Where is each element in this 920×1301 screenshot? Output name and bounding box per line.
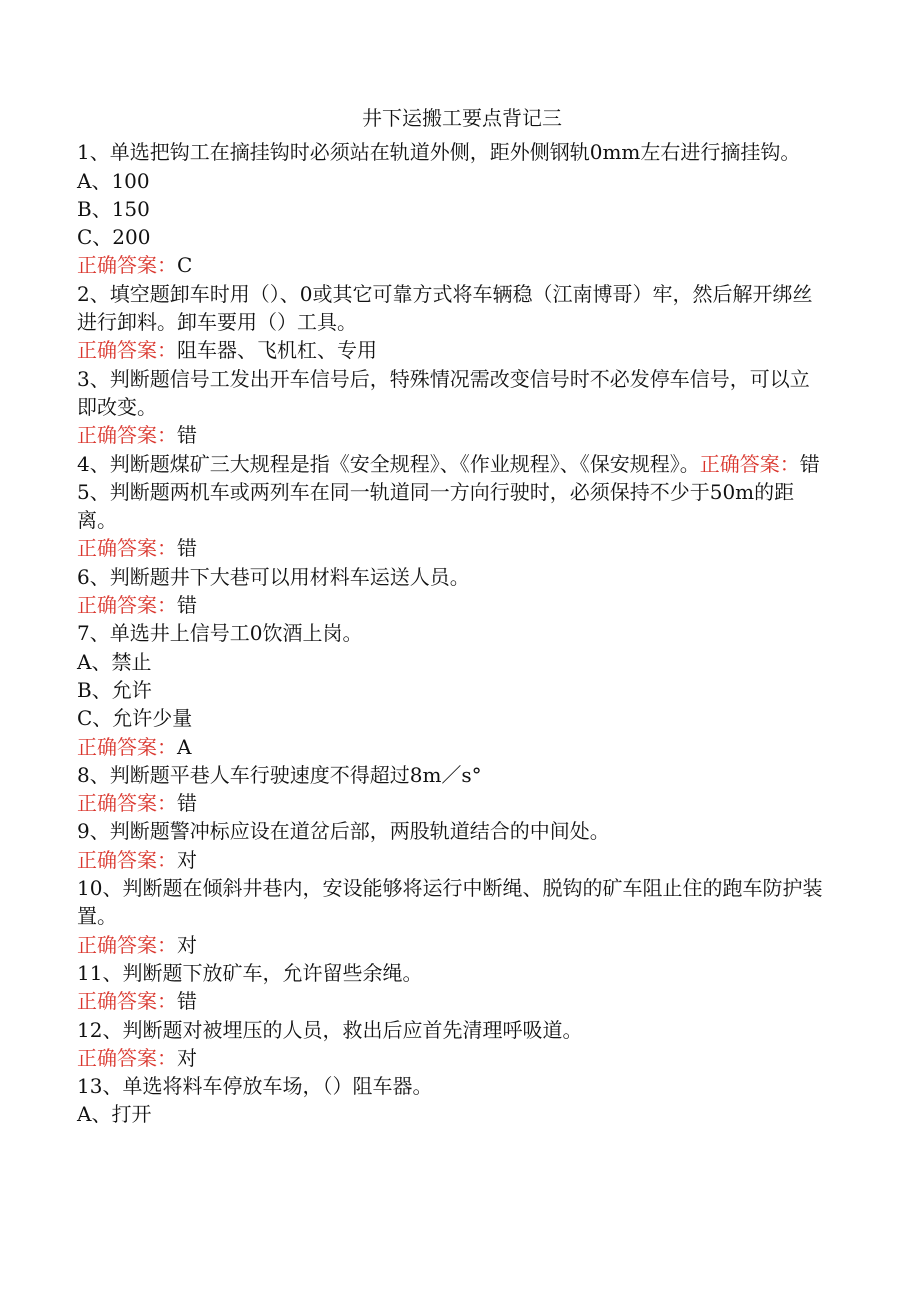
question-stem: 11、判断题下放矿车，允许留些余绳。 bbox=[77, 960, 423, 985]
answer-value: 对 bbox=[177, 932, 197, 957]
answer-line bbox=[77, 789, 827, 817]
answer-line bbox=[77, 591, 827, 619]
question-stem: 4、判断题煤矿三大规程是指《安全规程》、《作业规程》、《保安规程》。 bbox=[77, 451, 700, 476]
answer-label: 正确答案： bbox=[77, 734, 177, 759]
answer-value: 错 bbox=[177, 536, 197, 561]
answer-line bbox=[77, 846, 827, 874]
option: B、150 bbox=[77, 196, 150, 221]
answer-line bbox=[77, 987, 827, 1015]
option: C、200 bbox=[77, 225, 151, 250]
answer-line bbox=[77, 1044, 827, 1072]
option: A、打开 bbox=[77, 1102, 152, 1127]
answer-value: 错 bbox=[177, 989, 197, 1014]
question-stem: 6、判断题井下大巷可以用材料车运送人员。 bbox=[77, 564, 470, 589]
answer-value: 对 bbox=[177, 847, 197, 872]
option: A、禁止 bbox=[77, 649, 152, 674]
question-stem: 12、判断题对被埋压的人员，救出后应首先清理呼吸道。 bbox=[77, 1017, 583, 1042]
question-stem: 8、判断题平巷人车行驶速度不得超过8m／s° bbox=[77, 762, 482, 787]
answer-line bbox=[77, 733, 827, 761]
answer-label: 正确答案： bbox=[77, 423, 177, 448]
answer-value: A bbox=[177, 734, 192, 759]
option: A、100 bbox=[77, 168, 150, 193]
answer-line bbox=[77, 534, 827, 562]
question-stem: 9、判断题警冲标应设在道岔后部，两股轨道结合的中间处。 bbox=[77, 819, 610, 844]
answer-line bbox=[77, 931, 827, 959]
answer-label: 正确答案： bbox=[77, 536, 177, 561]
answer-label: 正确答案： bbox=[77, 791, 177, 816]
option: C、允许少量 bbox=[77, 706, 193, 731]
answer-value: 错 bbox=[177, 791, 197, 816]
answer-label: 正确答案： bbox=[77, 1045, 177, 1070]
answer-line bbox=[77, 336, 827, 364]
answer-label: 正确答案： bbox=[77, 253, 177, 278]
answer-value: 错 bbox=[799, 451, 820, 476]
answer-value: 阻车器、飞机杠、专用 bbox=[177, 338, 377, 363]
answer-label: 正确答案： bbox=[77, 338, 177, 363]
question-stem: 5、判断题两机车或两列车在同一轨道同一方向行驶时，必须保持不少于50m的距离。 bbox=[77, 479, 795, 533]
document-title: 井下运搬工要点背记三 bbox=[362, 106, 562, 130]
answer-line bbox=[77, 251, 827, 279]
question-stem: 1、单选把钩工在摘挂钩时必须站在轨道外侧，距外侧钢轨0mm左右进行摘挂钩。 bbox=[77, 140, 801, 165]
answer-label: 正确答案： bbox=[77, 932, 177, 957]
answer-value: 错 bbox=[177, 593, 197, 618]
question-stem: 13、单选将料车停放车场，（）阻车器。 bbox=[77, 1074, 433, 1099]
question-stem: 3、判断题信号工发出开车信号后，特殊情况需改变信号时不必发停车信号，可以立即改变。 bbox=[77, 366, 810, 419]
answer-label: 正确答案： bbox=[699, 451, 800, 476]
question-stem: 2、填空题卸车时用（）、0或其它可靠方式将车辆稳（江南博哥）牢，然后解开绑丝进行卸料。卸车要用（）工具。 bbox=[77, 281, 813, 335]
question-stem: 10、判断题在倾斜井巷内，安设能够将运行中断绳、脱钩的矿车阻止住的跑车防护装置。 bbox=[77, 876, 823, 929]
question-with-inline-answer bbox=[77, 450, 827, 478]
question-stem: 7、单选井上信号工0饮酒上岗。 bbox=[77, 621, 363, 646]
answer-label: 正确答案： bbox=[77, 989, 177, 1014]
answer-label: 正确答案： bbox=[77, 593, 177, 618]
answer-line bbox=[77, 421, 827, 449]
answer-label: 正确答案： bbox=[77, 847, 177, 872]
answer-value: 错 bbox=[177, 423, 197, 448]
document-body bbox=[77, 104, 827, 1129]
answer-value: C bbox=[177, 253, 193, 278]
answer-value: 对 bbox=[177, 1045, 197, 1070]
option: B、允许 bbox=[77, 677, 152, 702]
